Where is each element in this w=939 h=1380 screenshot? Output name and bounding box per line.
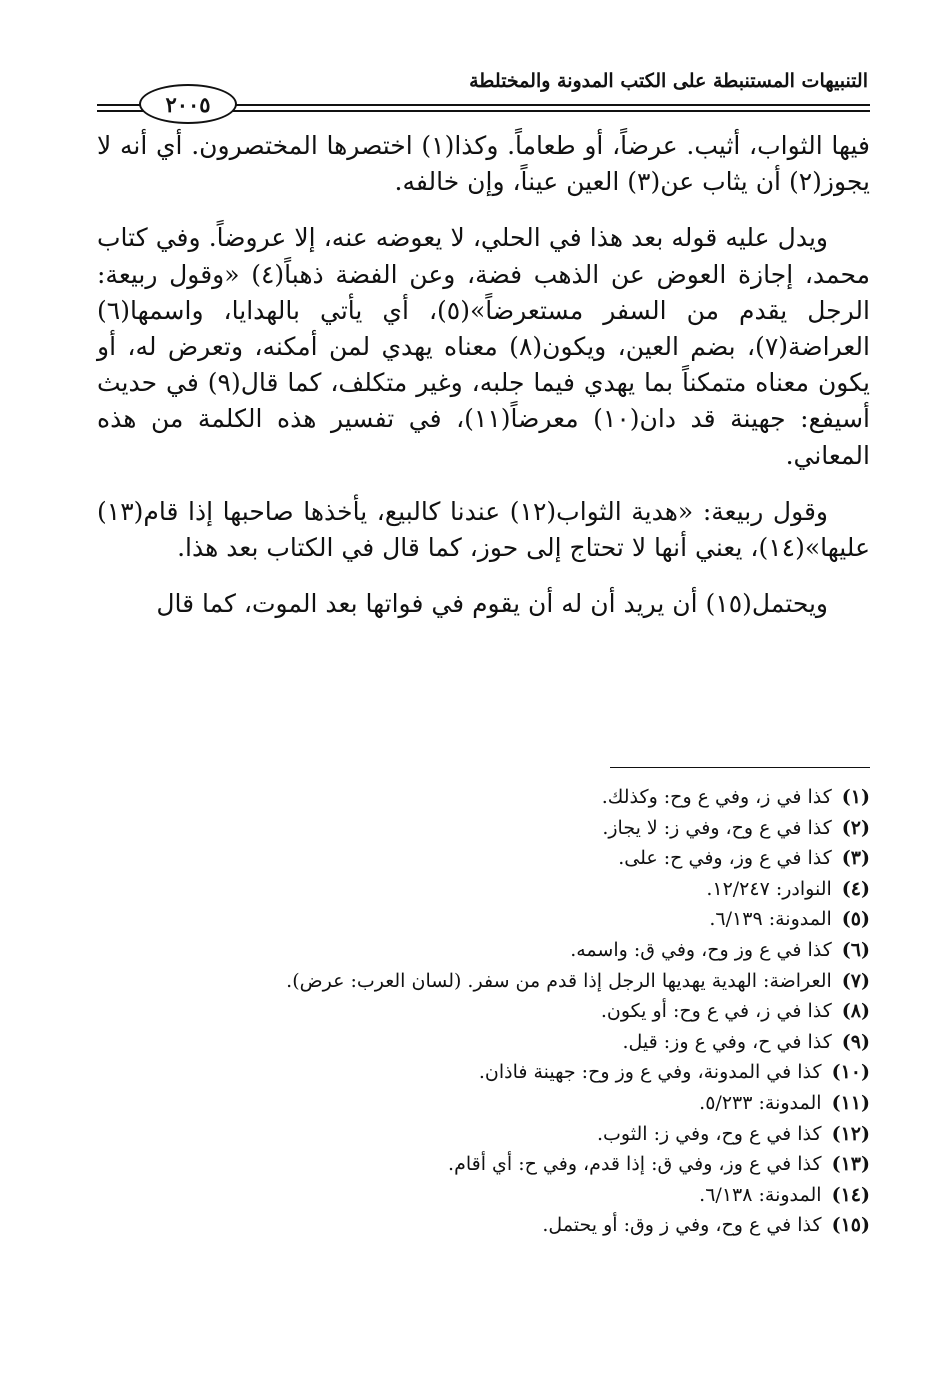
footnote: (٢)كذا في ع وح، وفي ز: لا يجاز. <box>602 816 870 839</box>
footnote-separator <box>610 767 870 768</box>
footnote: (٩)كذا في ح، وفي ع وز: قيل. <box>622 1030 870 1053</box>
paragraph: ويحتمل(١٥) أن يريد أن له أن يقوم في فواتها بعد الموت، كما قال <box>156 589 828 619</box>
footnotes <box>97 782 870 1241</box>
footnote: (١٢)كذا في ع وح، وفي ز: الثوب. <box>597 1122 870 1145</box>
main-text <box>97 128 870 642</box>
footnote: (١١)المدونة: ٥/٢٣٣. <box>699 1091 870 1114</box>
footnote: (٦)كذا في ع وز وح، وفي ق: واسمه. <box>570 938 870 961</box>
footnote: (١)كذا في ز، وفي ع وح: وكذلك. <box>601 786 870 808</box>
paragraph: ويدل عليه قوله بعد هذا في الحلي، لا يعوضه عنه، إلا عروضاً. وفي كتاب محمد، إجازة العوض عن الذهب فضة، وعن الفضة ذهباً(٤) «وقول ربيعة: الرجل يقدم من السفر مستعرضاً»(٥)، أي يأتي بالهدايا، واسمها(٦) العراضة(٧)، بضم العين، ويكون(٨) معناه يهدي لمن أمكنه، وتعرض له، أو يكون معناه متمكناً بما يهدي فيما جلبه، وغير متكلف، كما قال(٩) في حديث أسيفع: جهينة قد دان(١٠) معرضاً(١١)، في تفسير هذه الكلمة من هذه المعاني. <box>97 223 870 470</box>
footnote: (٥)المدونة: ٦/١٣٩. <box>709 908 870 931</box>
footnote: (١٥)كذا في ع وح، وفي ز وق: أو يحتمل. <box>542 1214 870 1237</box>
footnote: (٨)كذا في ز، في ع وح: أو يكون. <box>600 1000 870 1023</box>
footnote: (٧)العراضة: الهدية يهديها الرجل إذا قدم من سفر. (لسان العرب: عرض). <box>286 969 870 992</box>
footnote: (٣)كذا في ع وز، وفي ح: على. <box>618 847 870 870</box>
page-header <box>97 66 870 124</box>
running-title: التنبيهات المستنبطة على الكتب المدونة والمختلطة <box>469 70 868 92</box>
page-number: ٢٠٠٥ <box>139 84 237 124</box>
paragraph: وقول ربيعة: «هدية الثواب(١٢) عندنا كالبيع، يأخذها صاحبها إذا قام(١٣) عليها»(١٤)، يعني أنها لا تحتاج إلى حوز، كما قال في الكتاب بعد هذا. <box>97 496 870 563</box>
footnote: (٤)النوادر: ١٢/٢٤٧. <box>706 877 870 900</box>
footnote: (١٣)كذا في ع وز، وفي ق: إذا قدم، وفي ح: أي أقام. <box>448 1153 870 1176</box>
footnote: (١٤)المدونة: ٦/١٣٨. <box>699 1183 870 1206</box>
paragraph: فيها الثواب، أثيب. عرضاً، أو طعاماً. وكذا(١) اختصرها المختصرون. أي أنه لا يجوز(٢) أن يثاب عن(٣) العين عيناً، وإن خالفه. <box>97 131 870 197</box>
footnote: (١٠)كذا في المدونة، وفي ع وز وح: جهينة فاذان. <box>478 1061 870 1084</box>
